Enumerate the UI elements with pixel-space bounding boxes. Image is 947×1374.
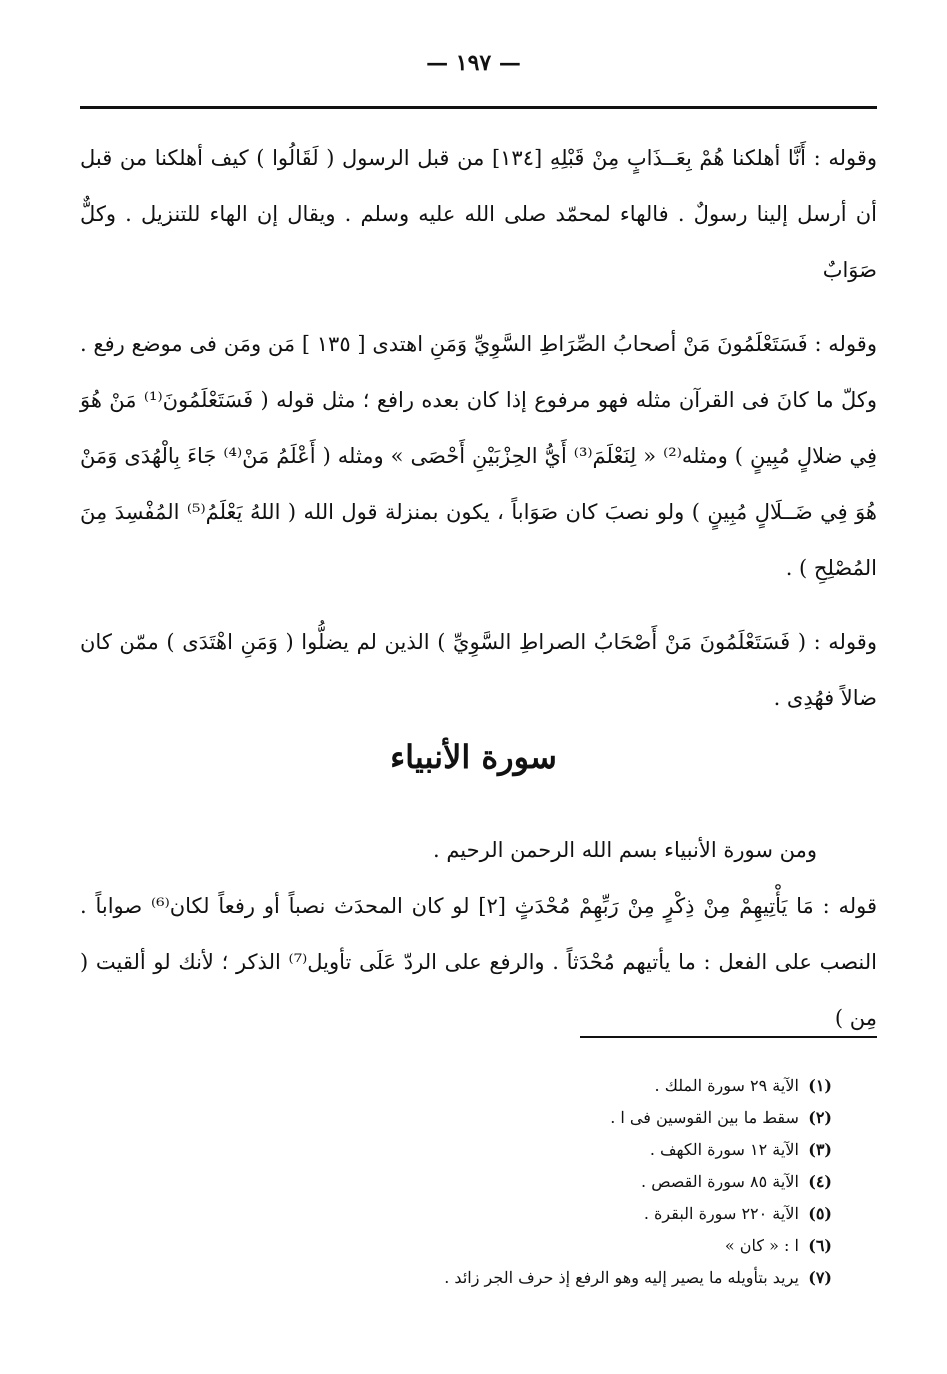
footnote-text: الآية ٢٩ سورة الملك . bbox=[654, 1076, 799, 1095]
footnote-item bbox=[80, 1230, 832, 1262]
paragraph-3: وقوله : ( فَسَتَعْلَمُونَ مَنْ أَصْحَابُ الصراطِ السَّوِيِّ ) الذين لم يضلُّوا ( وَمَنِ اهْتَدَى ) ممّن كان ضالاً فهُدِى . bbox=[80, 630, 877, 710]
footnote-text: الآية ٨٥ سورة القصص . bbox=[641, 1172, 799, 1191]
footnote-number: (٦) bbox=[808, 1236, 832, 1255]
footnote-text: الآية ٢٢٠ سورة البقرة . bbox=[643, 1204, 799, 1223]
footnote-text: يريد بتأويله ما يصير إليه وهو الرفع إذ حرف الجر زائد . bbox=[444, 1268, 799, 1287]
footnote-rule bbox=[580, 1036, 877, 1038]
surah-title: سورة الأنبياء bbox=[390, 738, 557, 776]
footnote-number: (١) bbox=[808, 1076, 832, 1095]
footnote-item bbox=[80, 1134, 832, 1166]
surah-body bbox=[80, 822, 877, 1046]
footnote-text: سقط ما بين القوسين فى ا . bbox=[610, 1108, 799, 1127]
footnote-item bbox=[80, 1166, 832, 1198]
paragraph-2: وقوله : فَسَتَعْلَمُونَ مَنْ أصحابُ الصِّرَاطِ السَّوِيِّ وَمَنِ اهتدى [ ١٣٥ ] مَن ومَن فى موضع رفع . وكلّ ما كانَ فى القرآن مثله فهو مرفوع إذا كان بعده رافع ؛ مثل قوله ( فَسَتَعْلَمُونَ⁽¹⁾ مَنْ هُوَ فِي ضلالٍ مُبِينٍ ) ومثله⁽²⁾ « لِنَعْلَمَ⁽³⁾ أَيُّ الحِزْبَيْنِ أَحْصَى » ومثله ( أَعْلَمُ مَنْ⁽⁴⁾ جَاءَ بِالْهُدَى وَمَنْ هُوَ فِي ضَــلَالٍ مُبِينٍ ) ولو نصبَ كان صَوَاباً ، يكون بمنزلة قول الله ( اللهُ يَعْلَمُ⁽⁵⁾ المُفْسِدَ مِنَ المُصْلِحِ ) . bbox=[80, 332, 877, 580]
footnote-number: (٢) bbox=[808, 1108, 832, 1127]
footnotes-list bbox=[80, 1070, 832, 1294]
header-rule bbox=[80, 106, 877, 109]
footnote-number: (٧) bbox=[808, 1268, 832, 1287]
footnote-number: (٤) bbox=[808, 1172, 832, 1191]
footnote-number: (٣) bbox=[808, 1140, 832, 1159]
page-number: — ١٩٧ — bbox=[426, 50, 521, 76]
paragraph-1: وقوله : أَنَّا أهلكنا هُمْ بِعَــذَابٍ مِنْ قَبْلِهِ [١٣٤] من قبل الرسول ( لَقَالُوا ) كيف أهلكنا من قبل أن أرسل إلينا رسولٌ . فالهاء لمحمّد صلى الله عليه وسلم . ويقال إن الهاء للتنزيل . وكلٌّ صَوَابٌ bbox=[80, 146, 878, 282]
basmala-line: ومن سورة الأنبياء بسم الله الرحمن الرحيم . bbox=[432, 838, 817, 862]
footnote-item bbox=[80, 1262, 832, 1294]
footnote-item bbox=[80, 1198, 832, 1230]
footnote-number: (٥) bbox=[808, 1204, 832, 1223]
footnote-text: ا : « كان » bbox=[724, 1236, 799, 1255]
footnote-item bbox=[80, 1102, 832, 1134]
main-text bbox=[80, 130, 877, 726]
surah-paragraph: قوله : مَا يَأْتِيهِمْ مِنْ ذِكْرٍ مِنْ رَبِّهِمْ مُحْدَثٍ [٢] لو كان المحدَث نصباً أو رفعاً لكان⁽⁶⁾ صواباً . النصب على الفعل : ما يأتيهم مُحْدَثاً . والرفع على الردّ عَلَى تأويل⁽⁷⁾ الذكر ؛ لأنك لو ألقيت ( مِن ) bbox=[80, 894, 878, 1030]
footnote-item bbox=[80, 1070, 832, 1102]
footnote-text: الآية ١٢ سورة الكهف . bbox=[649, 1140, 799, 1159]
